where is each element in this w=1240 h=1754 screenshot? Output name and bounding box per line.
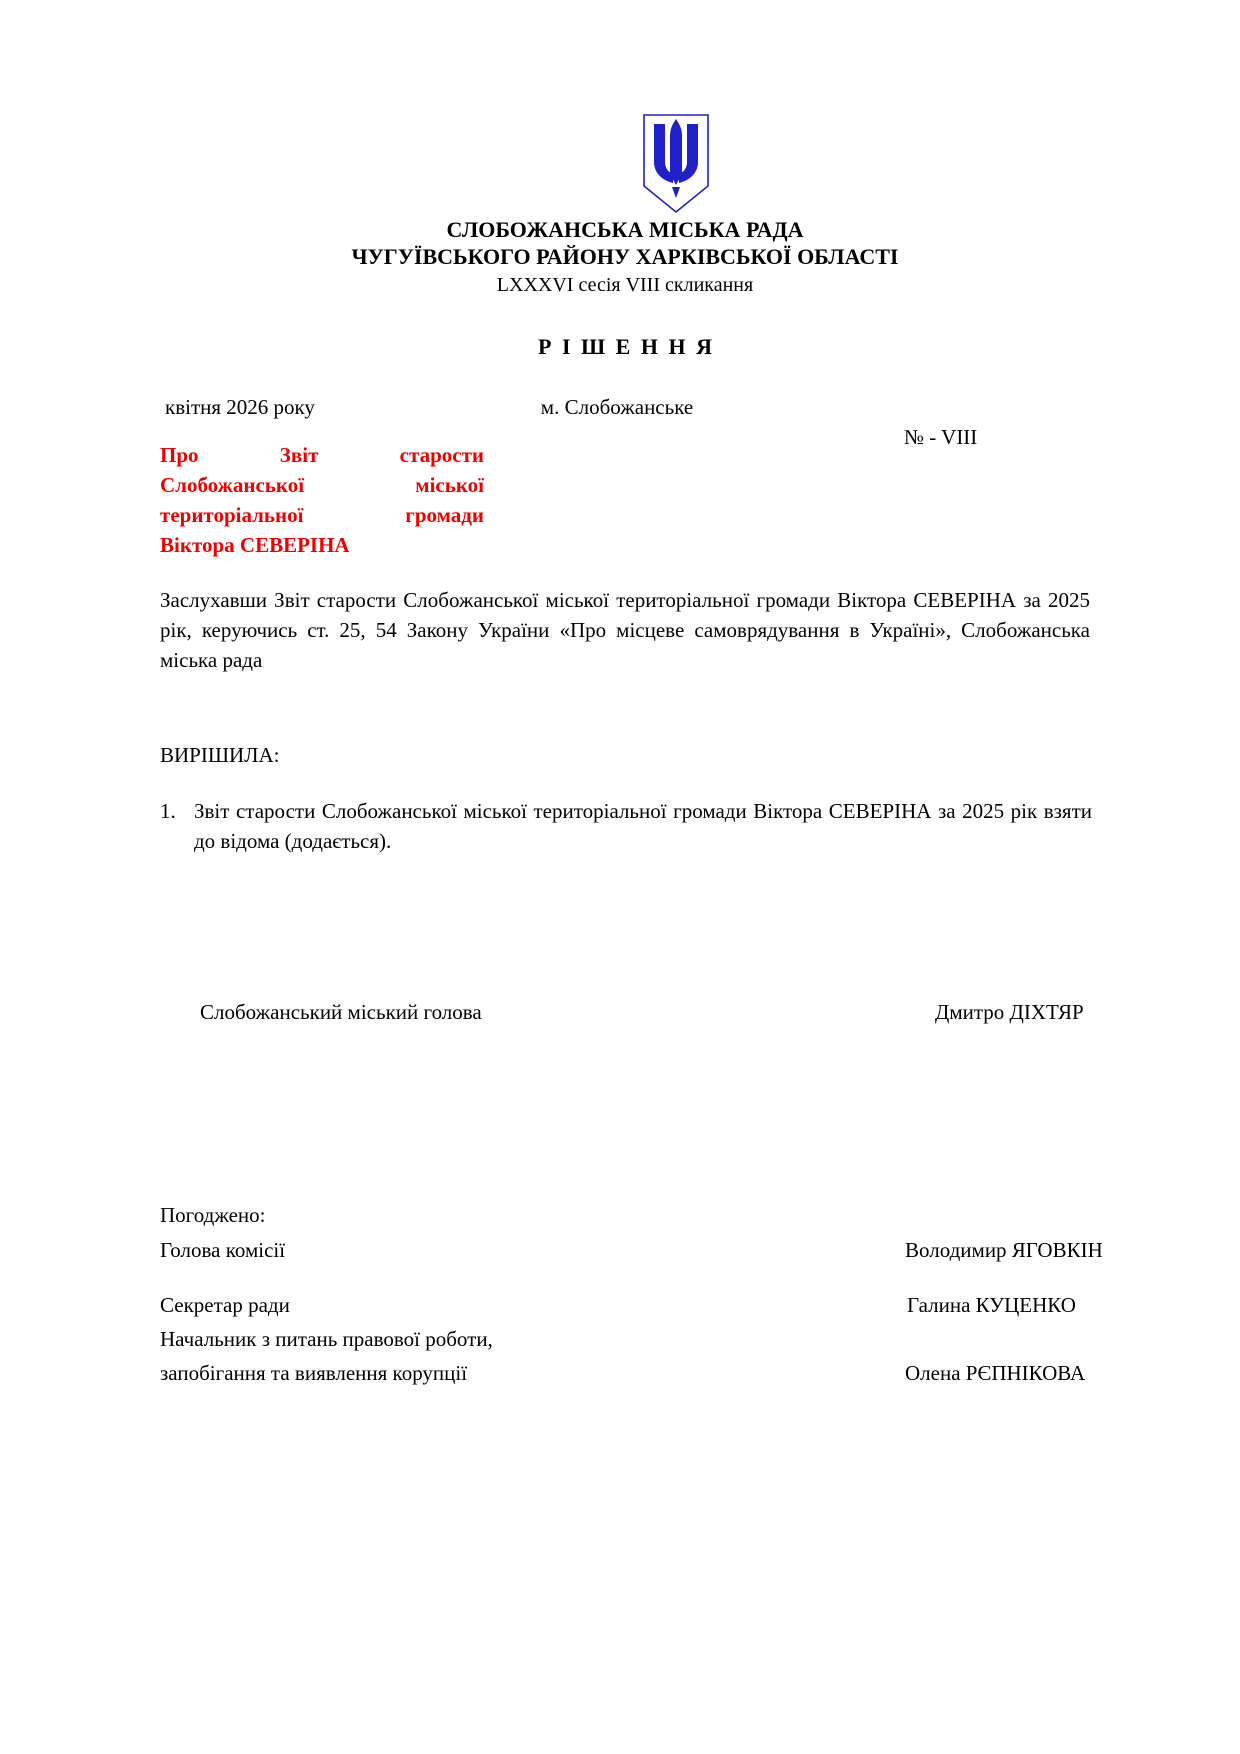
org-name-line2: ЧУГУЇВСЬКОГО РАЙОНУ ХАРКІВСЬКОЇ ОБЛАСТІ [351,244,899,269]
preamble-paragraph: Заслухавши Звіт старости Слобожанської міської територіальної громади Віктора СЕВЕРІНА за 2025 рік, керуючись ст. 25, 54 Закону України «Про місцеве самоврядування в Україні», Слобожанська міська рада [160,588,1090,672]
approval-row-legal-head-line2 [160,1358,1090,1388]
subject-line-3: територіальної громади [160,503,484,527]
mayor-name: Дмитро ДІХТЯР [935,1000,1084,1024]
resolved-label: ВИРІШИЛА: [160,743,280,767]
mayor-role: Слобожанський міський голова [200,1000,482,1024]
approval-role: Начальник з питань правової роботи, [160,1327,493,1351]
item-text: Звіт старости Слобожанської міської територіальної громади Віктора СЕВЕРІНА за 2025 рік взяти до відома (додається). [194,799,1092,853]
org-name-line1: СЛОБОЖАНСЬКА МІСЬКА РАДА [446,217,804,242]
approval-row-legal-head-line1 [160,1324,1090,1354]
approval-name: Олена РЄПНІКОВА [905,1361,1086,1385]
approval-role: Секретар ради [160,1293,290,1317]
coat-of-arms-emblem [640,112,712,216]
item-number: 1. [160,799,176,823]
approval-row-council-secretary [160,1290,1090,1320]
approval-role: запобігання та виявлення корупції [160,1361,468,1385]
meta-row [160,392,1090,449]
trident-icon [640,112,712,216]
mayor-signature-row [160,997,1090,1027]
approval-name: Володимир ЯГОВКІН [905,1238,1103,1262]
subject-block [160,440,484,560]
date-field: квітня 2026 року [165,395,315,419]
approvals-label: Погоджено: [160,1203,266,1227]
approval-row-commission-head [160,1235,1103,1265]
session-line: LXXXVI сесія VIII скликання [496,274,754,296]
subject-line-4: Віктора СЕВЕРІНА [160,533,350,557]
subject-line-1: Про Звіт старости [160,443,484,467]
subject-line-2: Слобожанської міської [160,473,484,497]
document-title: Р І Ш Е Н Н Я [538,334,712,359]
approval-role: Голова комісії [160,1238,286,1262]
number-field: № - VIII [904,425,978,449]
place-field: м. Слобожанське [540,395,694,419]
resolution-item-1 [160,796,1092,856]
approval-name: Галина КУЦЕНКО [907,1293,1076,1317]
